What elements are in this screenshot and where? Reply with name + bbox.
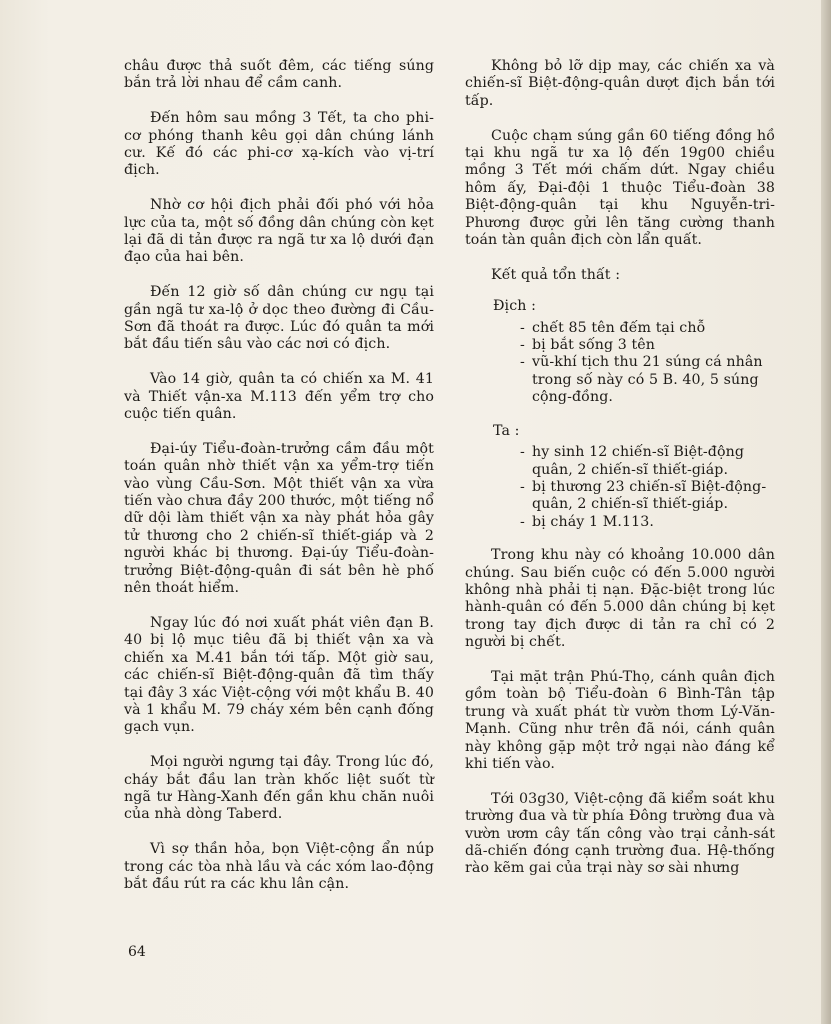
ours-label: Ta : bbox=[493, 422, 520, 439]
paragraph: Mọi người ngưng tại đây. Trong lúc đó, cháy bắt đầu lan tràn khốc liệt suốt từ ngã tư Hàng-Xanh đến gần khu chăn nuôi của nhà dòng Taberd. bbox=[124, 754, 434, 823]
list-item: - chết 85 tên đếm tại chỗ bbox=[520, 320, 775, 337]
list-item: - bị cháy 1 M.113. bbox=[520, 514, 775, 531]
paragraph: Đến hôm sau mồng 3 Tết, ta cho phi-cơ phóng thanh kêu gọi dân chúng lánh cư. Kế đó các phi-cơ xạ-kích vào vị-trí địch. bbox=[124, 110, 434, 179]
paragraph: Ngay lúc đó nơi xuất phát viên đạn B. 40 bị lộ mục tiêu đã bị thiết vận xa và chiến xa M.41 bắn tới tấp. Một giờ sau, các chiến-sĩ Biệt-động-quân đã tìm thấy tại đây 3 xác Việt-cộng với một khẩu B. 40 và 1 khẩu M. 79 cháy xém bên cạnh đống gạch vụn. bbox=[124, 614, 434, 736]
paragraph: Trong khu này có khoảng 10.000 dân chúng. Sau biến cuộc có đến 5.000 người không nhà phải tị nạn. Đặc-biệt trong lúc hành-quân có đến 5.000 dân chúng bị kẹt trong tay địch được di tản ra chỉ có 2 người bị chết. bbox=[465, 547, 775, 651]
paragraph: Vào 14 giờ, quân ta có chiến xa M. 41 và Thiết vận-xa M.113 đến yểm trợ cho cuộc tiến quân. bbox=[124, 371, 434, 423]
paragraph: Nhờ cơ hội địch phải đối phó với hỏa lực của ta, một số đồng dân chúng còn kẹt lại đã di tản được ra ngã tư xa lộ dưới đạn đạo của hai bên. bbox=[124, 197, 434, 266]
our-losses-list bbox=[465, 444, 775, 531]
paragraph: Không bỏ lỡ dịp may, các chiến xa và chiến-sĩ Biệt-động-quân dượt địch bắn tới tấp. bbox=[465, 58, 775, 109]
page-number: 64 bbox=[128, 944, 146, 960]
paragraph: Tới 03g30, Việt-cộng đã kiểm soát khu trường đua và từ phía Đông trường đua và vườn ươm cây tấn công vào trại cảnh-sát dã-chiến đóng cạnh trường đua. Hệ-thống rào kẽm gai của trại này sơ sài nhưng bbox=[465, 790, 775, 877]
paragraph: châu được thả suốt đêm, các tiếng súng bắn trả lời nhau để cầm canh. bbox=[124, 58, 434, 92]
paragraph: Đại-úy Tiểu-đoàn-trưởng cầm đầu một toán quân nhờ thiết vận xa yểm-trợ tiến vào vùng Cầu-Sơn. Một thiết vận xa vừa tiến vào chưa đầy 200 thước, một tiếng nổ dữ dội làm thiết vận xa này phát hỏa gây tử thương cho 2 chiến-sĩ thiết-giáp và 2 người khác bị thương. Đại-úy Tiểu-đoàn-trưởng Biệt-động-quân đi sát bên hè phố nên thoát hiểm. bbox=[124, 440, 434, 597]
list-item: - bị bắt sống 3 tên bbox=[520, 337, 775, 354]
right-column bbox=[465, 58, 775, 895]
enemy-losses-list bbox=[465, 320, 775, 407]
paragraph: Vì sợ thần hỏa, bọn Việt-cộng ẩn núp trong các tòa nhà lầu và các xóm lao-động bắt đầu rút ra các khu lân cận. bbox=[124, 841, 434, 892]
list-item: - hy sinh 12 chiến-sĩ Biệt-động quân, 2 chiến-sĩ thiết-giáp. bbox=[520, 444, 775, 479]
list-item: - vũ-khí tịch thu 21 súng cá nhân trong số này có 5 B. 40, 5 súng cộng-đồng. bbox=[520, 354, 775, 406]
list-item: - bị thương 23 chiến-sĩ Biệt-động-quân, 2 chiến-sĩ thiết-giáp. bbox=[520, 479, 775, 514]
page-edge bbox=[821, 0, 831, 1024]
enemy-label: Địch : bbox=[493, 298, 536, 315]
results-heading: Kết quả tổn thất : bbox=[491, 266, 621, 283]
left-column bbox=[124, 58, 434, 911]
paragraph: Đến 12 giờ số dân chúng cư ngụ tại gần ngã tư xa-lộ ở dọc theo đường đi Cầu-Sơn đã thoát ra được. Lúc đó quân ta mới bắt đầu tiến sâu vào các nơi có địch. bbox=[124, 284, 434, 353]
paragraph: Tại mặt trận Phú-Thọ, cánh quân địch gồm toàn bộ Tiểu-đoàn 6 Bình-Tân tập trung và xuất phát từ vườn thơm Lý-Văn-Mạnh. Cũng như trên đã nói, cánh quân này không gặp một trở ngại nào đáng kể khi tiến vào. bbox=[465, 668, 775, 772]
paragraph: Cuộc chạm súng gần 60 tiếng đồng hồ tại khu ngã tư xa lộ đến 19g00 chiều mồng 3 Tết mới chấm dứt. Ngay chiều hôm ấy, Đại-đội 1 thuộc Tiểu-đoàn 38 Biệt-động-quân tại khu Nguyễn-tri-Phương được gửi lên tăng cường thanh toán tàn quân địch còn lẩn quất. bbox=[465, 127, 775, 249]
